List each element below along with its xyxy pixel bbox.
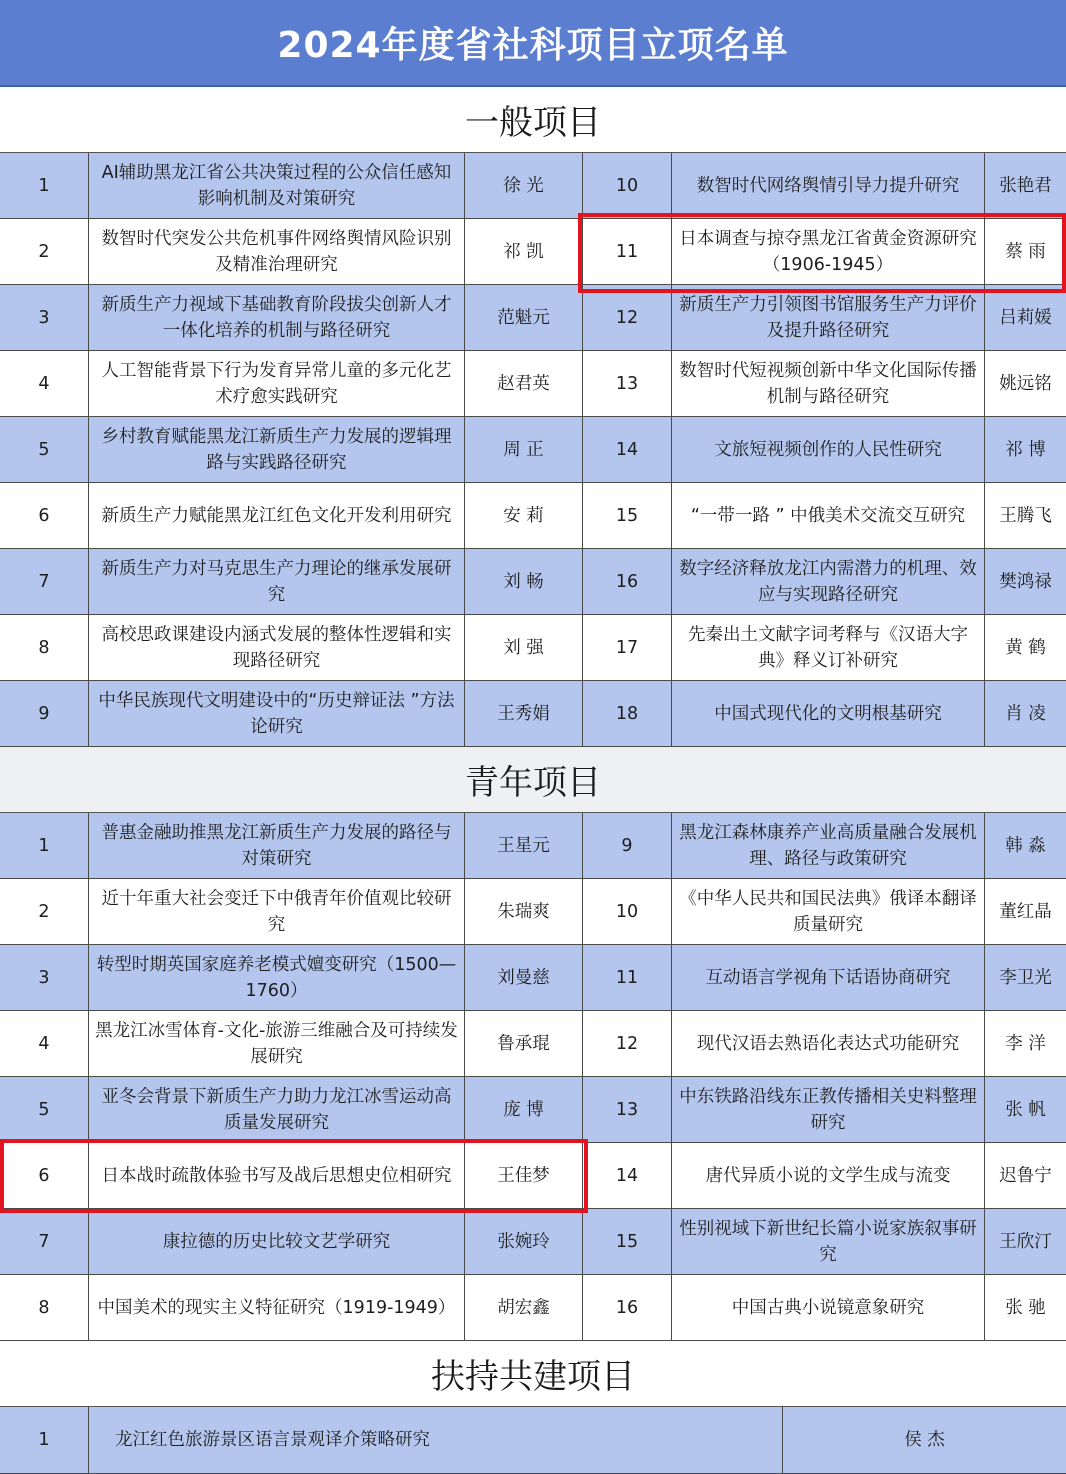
project-title: “一带一路 ” 中俄美术交流交互研究	[672, 483, 985, 548]
section-youth-heading: 青年项目	[0, 747, 1066, 813]
project-leader: 祁 凯	[465, 219, 583, 284]
project-leader: 庞 博	[465, 1077, 583, 1142]
project-leader: 周 正	[465, 417, 583, 482]
project-number: 7	[0, 549, 89, 614]
project-title: 新质生产力视域下基础教育阶段拔尖创新人才一体化培养的机制与路径研究	[89, 285, 465, 350]
table-row	[0, 285, 1066, 351]
project-title: 转型时期英国家庭养老模式嬗变研究（1500—1760）	[89, 945, 465, 1010]
project-leader: 迟鲁宁	[999, 1165, 1052, 1186]
project-leader: 张婉玲	[465, 1209, 583, 1274]
table-row	[0, 417, 1066, 483]
project-leader: 张 驰	[1005, 1297, 1046, 1318]
project-number: 14	[583, 417, 672, 482]
table-row	[0, 1407, 1066, 1474]
project-number: 5	[0, 1077, 89, 1142]
table-row	[0, 1209, 1066, 1275]
table-row	[0, 615, 1066, 681]
project-number: 2	[0, 219, 89, 284]
project-leader: 刘 畅	[465, 549, 583, 614]
project-title: 新质生产力引领图书馆服务生产力评价及提升路径研究	[672, 285, 985, 350]
project-title: AI辅助黑龙江省公共决策过程的公众信任感知影响机制及对策研究	[89, 153, 465, 218]
table-row	[0, 1011, 1066, 1077]
project-number: 1	[0, 1407, 89, 1473]
project-number: 16	[583, 1275, 672, 1340]
project-title: 中国式现代化的文明根基研究	[672, 681, 985, 746]
project-title: 乡村教育赋能黑龙江新质生产力发展的逻辑理路与实践路径研究	[89, 417, 465, 482]
project-number: 6	[0, 483, 89, 548]
project-title: 唐代异质小说的文学生成与流变	[672, 1143, 985, 1208]
project-title: 日本战时疏散体验书写及战后思想史位相研究	[89, 1143, 465, 1208]
project-leader: 韩 淼	[1005, 835, 1046, 856]
project-leader: 李 洋	[1005, 1033, 1046, 1054]
project-leader: 张 帆	[1005, 1099, 1046, 1120]
project-leader: 黄 鹤	[1005, 637, 1046, 658]
project-title: 数智时代突发公共危机事件网络舆情风险识别及精准治理研究	[89, 219, 465, 284]
project-title: 《中华人民共和国民法典》俄译本翻译质量研究	[672, 879, 985, 944]
table-row	[0, 549, 1066, 615]
project-leader: 董红晶	[999, 901, 1052, 922]
table-row	[0, 153, 1066, 219]
project-number: 3	[0, 285, 89, 350]
project-title: 新质生产力对马克思生产力理论的继承发展研究	[89, 549, 465, 614]
project-number: 8	[0, 1275, 89, 1340]
project-leader: 李卫光	[999, 967, 1052, 988]
project-title: 互动语言学视角下话语协商研究	[672, 945, 985, 1010]
project-leader: 王欣汀	[999, 1231, 1052, 1252]
table-row	[0, 219, 1066, 285]
project-title: 先秦出土文献字词考释与《汉语大字典》释义订补研究	[672, 615, 985, 680]
project-number: 1	[0, 153, 89, 218]
project-number: 3	[0, 945, 89, 1010]
project-number: 15	[583, 1209, 672, 1274]
project-leader: 樊鸿禄	[999, 571, 1052, 592]
project-leader: 徐 光	[465, 153, 583, 218]
project-number: 9	[583, 813, 672, 878]
document-title: 2024年度省社科项目立项名单	[0, 0, 1066, 87]
project-leader: 王星元	[465, 813, 583, 878]
project-leader: 姚远铭	[999, 373, 1052, 394]
section-support-heading: 扶持共建项目	[0, 1341, 1066, 1407]
project-number: 9	[0, 681, 89, 746]
project-number: 18	[583, 681, 672, 746]
project-number: 7	[0, 1209, 89, 1274]
project-leader: 赵君英	[465, 351, 583, 416]
project-title: 黑龙江森林康养产业高质量融合发展机理、路径与政策研究	[672, 813, 985, 878]
project-title: 亚冬会背景下新质生产力助力龙江冰雪运动高质量发展研究	[89, 1077, 465, 1142]
project-number: 11	[583, 219, 672, 284]
project-number: 1	[0, 813, 89, 878]
project-title: 康拉德的历史比较文艺学研究	[89, 1209, 465, 1274]
project-title: 近十年重大社会变迁下中俄青年价值观比较研究	[89, 879, 465, 944]
project-number: 17	[583, 615, 672, 680]
table-row	[0, 1077, 1066, 1143]
project-title: 数智时代网络舆情引导力提升研究	[672, 153, 985, 218]
project-number: 10	[583, 153, 672, 218]
table-row	[0, 945, 1066, 1011]
project-title: 人工智能背景下行为发育异常儿童的多元化艺术疗愈实践研究	[89, 351, 465, 416]
project-title: 性别视域下新世纪长篇小说家族叙事研究	[672, 1209, 985, 1274]
project-title: 普惠金融助推黑龙江新质生产力发展的路径与对策研究	[89, 813, 465, 878]
project-title: 中东铁路沿线东正教传播相关史料整理研究	[672, 1077, 985, 1142]
project-number: 8	[0, 615, 89, 680]
project-leader: 刘 强	[465, 615, 583, 680]
project-title: 黑龙江冰雪体育-文化-旅游三维融合及可持续发展研究	[89, 1011, 465, 1076]
project-number: 10	[583, 879, 672, 944]
project-title: 新质生产力赋能黑龙江红色文化开发利用研究	[89, 483, 465, 548]
table-row	[0, 813, 1066, 879]
project-leader: 朱瑞爽	[465, 879, 583, 944]
project-leader: 肖 凌	[1005, 703, 1046, 724]
table-row	[0, 1143, 1066, 1209]
project-title: 中国古典小说镜意象研究	[672, 1275, 985, 1340]
project-number: 12	[583, 1011, 672, 1076]
project-title: 日本调查与掠夺黑龙江省黄金资源研究（1906-1945）	[672, 219, 985, 284]
project-title: 高校思政课建设内涵式发展的整体性逻辑和实现路径研究	[89, 615, 465, 680]
table-row	[0, 681, 1066, 747]
project-number: 15	[583, 483, 672, 548]
project-title: 中国美术的现实主义特征研究（1919-1949）	[89, 1275, 465, 1340]
project-number: 16	[583, 549, 672, 614]
project-number: 6	[0, 1143, 89, 1208]
project-number: 5	[0, 417, 89, 482]
project-leader: 王佳梦	[465, 1143, 583, 1208]
project-leader: 安 莉	[465, 483, 583, 548]
project-leader: 刘曼慈	[465, 945, 583, 1010]
project-leader: 范魁元	[465, 285, 583, 350]
project-number: 12	[583, 285, 672, 350]
table-row	[0, 483, 1066, 549]
project-number: 13	[583, 1077, 672, 1142]
project-title: 数字经济释放龙江内需潜力的机理、效应与实现路径研究	[672, 549, 985, 614]
project-number: 13	[583, 351, 672, 416]
project-title: 龙江红色旅游景区语言景观译介策略研究	[89, 1407, 783, 1473]
project-title: 中华民族现代文明建设中的“历史辩证法 ”方法论研究	[89, 681, 465, 746]
project-title: 文旅短视频创作的人民性研究	[672, 417, 985, 482]
section-general-heading: 一般项目	[0, 87, 1066, 153]
project-title: 现代汉语去熟语化表达式功能研究	[672, 1011, 985, 1076]
project-leader: 鲁承琨	[465, 1011, 583, 1076]
project-number: 4	[0, 351, 89, 416]
project-number: 14	[583, 1143, 672, 1208]
project-leader: 王秀娟	[465, 681, 583, 746]
project-number: 2	[0, 879, 89, 944]
project-leader: 王腾飞	[999, 505, 1052, 526]
project-leader: 祁 博	[1005, 439, 1046, 460]
project-number: 4	[0, 1011, 89, 1076]
project-number: 11	[583, 945, 672, 1010]
project-leader: 吕莉媛	[999, 307, 1052, 328]
table-row	[0, 879, 1066, 945]
table-row	[0, 351, 1066, 417]
table-row	[0, 1275, 1066, 1341]
project-leader: 蔡 雨	[1005, 241, 1046, 262]
project-title: 数智时代短视频创新中华文化国际传播机制与路径研究	[672, 351, 985, 416]
project-leader: 张艳君	[999, 175, 1052, 196]
project-leader: 侯 杰	[904, 1430, 945, 1450]
project-leader: 胡宏鑫	[465, 1275, 583, 1340]
